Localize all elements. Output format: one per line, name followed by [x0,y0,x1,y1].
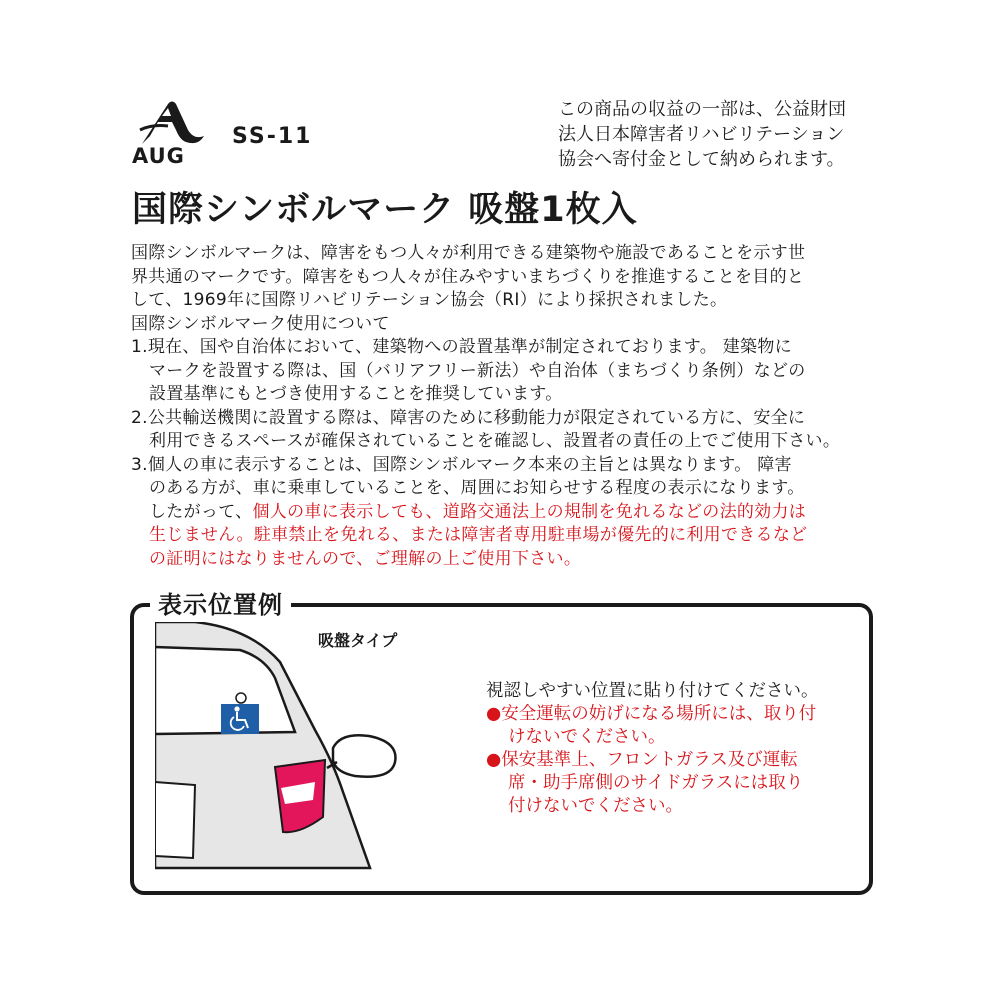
suction-type-label: 吸盤タイプ [318,631,398,650]
usage-item-3-cont: のある方が、車に乗車していることを、周囲にお知らせする程度の表示になります。 [149,478,805,498]
suction-cup-icon [236,693,246,703]
model-number: SS-11 [232,124,313,149]
description [131,242,876,571]
usage-item-2-cont: 利用できるスペースが確保されていることを確認し、設置者の責任の上でご使用下さい。 [149,431,841,451]
car-rear-icon [155,622,405,872]
note-bullet-2-cont: 席・助手席側のサイドガラスには取り [508,773,804,793]
donation-note [558,97,878,172]
logo-text: AUG [132,144,185,168]
legal-warning-line: 生じません。駐車禁止を免れる、または障害者専用駐車場が優先的に利用できるなど [149,525,808,545]
notes-intro: 視認しやすい位置に貼り付けてください。 [486,681,819,701]
usage-item-3-text: したがって、 [149,501,253,522]
usage-item-3-cont [131,501,876,525]
brand-logo [132,100,216,166]
note-bullet-1: ●安全運転の妨げになる場所には、取り付 [486,704,817,724]
legal-warning-text: 個人の車に表示しても、道路交通法上の規制を免れるなどの法的効力は [252,501,807,522]
usage-heading: 国際シンボルマーク使用について [131,313,390,334]
placement-notes [486,680,866,818]
intro-line: 国際シンボルマークは、障害をもつ人々が利用できる建築物や施設であることを示す世 [131,243,806,263]
note-bullet-2: ●保安基準上、フロントガラス及び運転 [486,750,798,770]
note-bullet-2-cont: 付けないでください。 [508,796,683,816]
intro-line: して、1969年に国際リハビリテーション協会（RI）により採択されました。 [131,290,728,310]
legal-warning-line: の証明にはなりませんので、ご理解の上ご使用下さい。 [149,548,582,569]
usage-item-1-cont: マークを設置する際は、国（バリアフリー新法）や自治体（まちづくり条例）などの [149,360,806,381]
usage-item-3: 3.個人の車に表示することは、国際シンボルマーク本来の主旨とは異なります。 障害 [131,454,792,475]
aug-logo-icon [138,100,210,146]
usage-item-1: 1.現在、国や自治体において、建築物への設置基準が制定されております。 建築物に [131,337,792,357]
usage-item-1-cont: 設置基準にもとづき使用することを推奨しています。 [149,384,563,404]
display-example-heading: 表示位置例 [150,585,291,620]
product-title: 国際シンボルマーク 吸盤1枚入 [132,190,638,230]
donation-line: 協会へ寄付金として納められます。 [558,149,845,170]
donation-line: 法人日本障害者リハビリテーション [558,124,845,145]
usage-item-2: 2.公共輸送機関に設置する際は、障害のために移動能力が限定されている方に、安全に [131,407,806,428]
donation-line: この商品の収益の一部は、公益財団 [558,99,846,120]
note-bullet-1-cont: けないでください。 [508,727,666,747]
intro-line: 界共通のマークです。障害をもつ人々が住みやすいまちづくりを推進することを目的と [131,266,805,287]
